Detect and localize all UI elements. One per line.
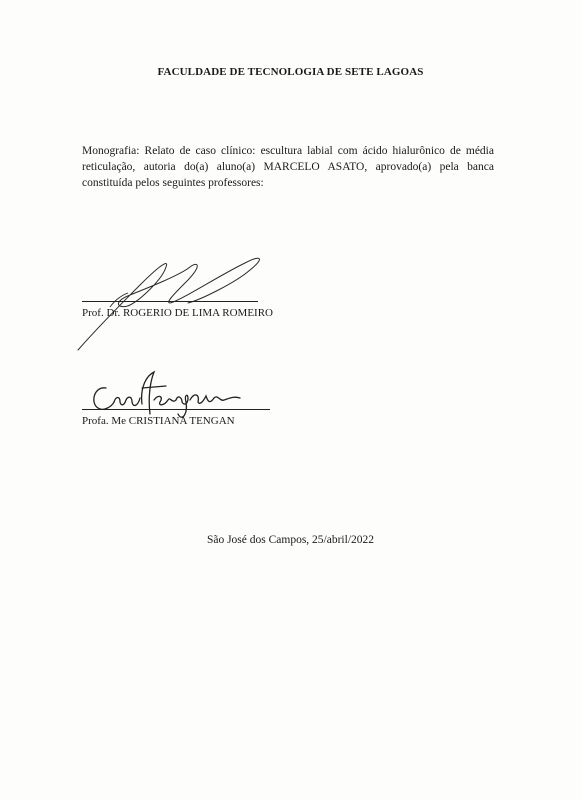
signature-line-2: [82, 409, 270, 410]
examiner-1-name: ROGERIO DE LIMA ROMEIRO: [122, 307, 273, 319]
examiner-1-title: Prof. Dr.: [82, 307, 121, 319]
signature-romeiro: [70, 245, 280, 355]
approval-statement: Monografia: Relato de caso clínico: escultura labial com ácido hialurônico de média reticulação, autoria do(a) aluno(a) MARCELO ASATO, aprovado(a) pela banca constituída pelos seguintes professores:: [82, 145, 494, 189]
examiner-2-name: CRISTIANA TENGAN: [128, 415, 235, 427]
examiner-2-title: Profa. Me: [82, 415, 126, 427]
examiner-1-label: [82, 307, 273, 319]
examiner-2-label: [82, 415, 235, 427]
place-and-date: São José dos Campos, 25/abril/2022: [206, 534, 375, 546]
institution-header: FACULDADE DE TECNOLOGIA DE SETE LAGOAS: [157, 66, 424, 78]
signature-line-1: [82, 301, 258, 302]
